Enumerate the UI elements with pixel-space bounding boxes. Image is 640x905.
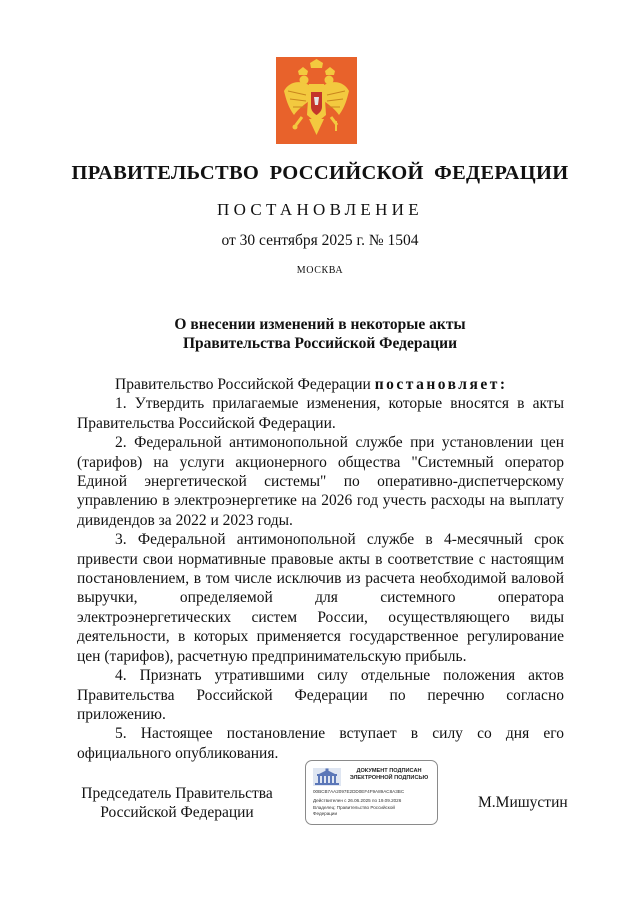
document-date-number: от 30 сентября 2025 г. № 1504 <box>221 232 419 249</box>
body-item: 4. Признать утратившими силу отдельные положения актов Правительства Российской Федерации по перечню согласно приложению. <box>77 667 564 723</box>
coat-of-arms-emblem <box>276 57 357 144</box>
stamp-certificate: 00BCB7AA2097E2DD0EF4F9A89AC8A3BC <box>313 789 405 794</box>
document-body <box>77 375 564 763</box>
signatory-title <box>77 784 277 822</box>
decree-word: постановляет: <box>374 376 508 393</box>
body-item: 2. Федеральной антимонопольной службе при установлении цен (тарифов) на услуги акционерного общества "Системный оператор Единой энергетической системы" по оперативно-диспетчерскому управлению в электроэнергетике на 2026 год учесть расходы на выплату дивидендов за 2022 и 2023 годы. <box>77 434 564 529</box>
document-city: МОСКВА <box>296 265 344 276</box>
stamp-validity: Действителен с 26.06.2025 по 19.09.2026 <box>313 798 402 803</box>
document-subject <box>0 315 640 353</box>
signatory-name: М.Мишустин <box>478 794 568 811</box>
stamp-heading-line: ДОКУМЕНТ ПОДПИСАН <box>356 768 422 774</box>
government-building-icon <box>313 768 341 786</box>
subject-line: Правительства Российской Федерации <box>182 335 458 352</box>
document-type: ПОСТАНОВЛЕНИЕ <box>217 200 423 219</box>
double-headed-eagle-icon <box>276 57 357 144</box>
preamble <box>77 375 564 394</box>
stamp-heading-line: ЭЛЕКТРОННОЙ ПОДПИСЬЮ <box>349 775 429 781</box>
preamble-lead: Правительство Российской Федерации <box>115 376 371 393</box>
signatory-title-line: Российской Федерации <box>100 804 254 821</box>
electronic-signature-stamp <box>305 760 438 825</box>
body-item: 1. Утвердить прилагаемые изменения, которые вносятся в акты Правительства Российской Федерации. <box>77 395 564 432</box>
stamp-owner: Владелец: Правительство Российской <box>313 805 395 810</box>
signatory-title-line: Председатель Правительства <box>81 785 273 802</box>
stamp-owner: Федерации <box>313 811 338 816</box>
body-item: 5. Настоящее постановление вступает в силу со дня его официального опубликования. <box>77 725 564 762</box>
body-item: 3. Федеральной антимонопольной службе в 4-месячный срок привести свои нормативные правовые акты в соответствие с настоящим постановлением, в том числе исключив из расчета необходимой валовой выручки, определяемой для системного оператора электроэнергетических систем России, осуществляющего виды деятельности, в которых применяется государственное регулирование цен (тарифов), расчетную предпринимательскую прибыль. <box>77 531 564 665</box>
stamp-heading <box>344 768 434 782</box>
subject-line: О внесении изменений в некоторые акты <box>174 316 466 333</box>
government-title: ПРАВИТЕЛЬСТВО РОССИЙСКОЙ ФЕДЕРАЦИИ <box>71 162 569 184</box>
